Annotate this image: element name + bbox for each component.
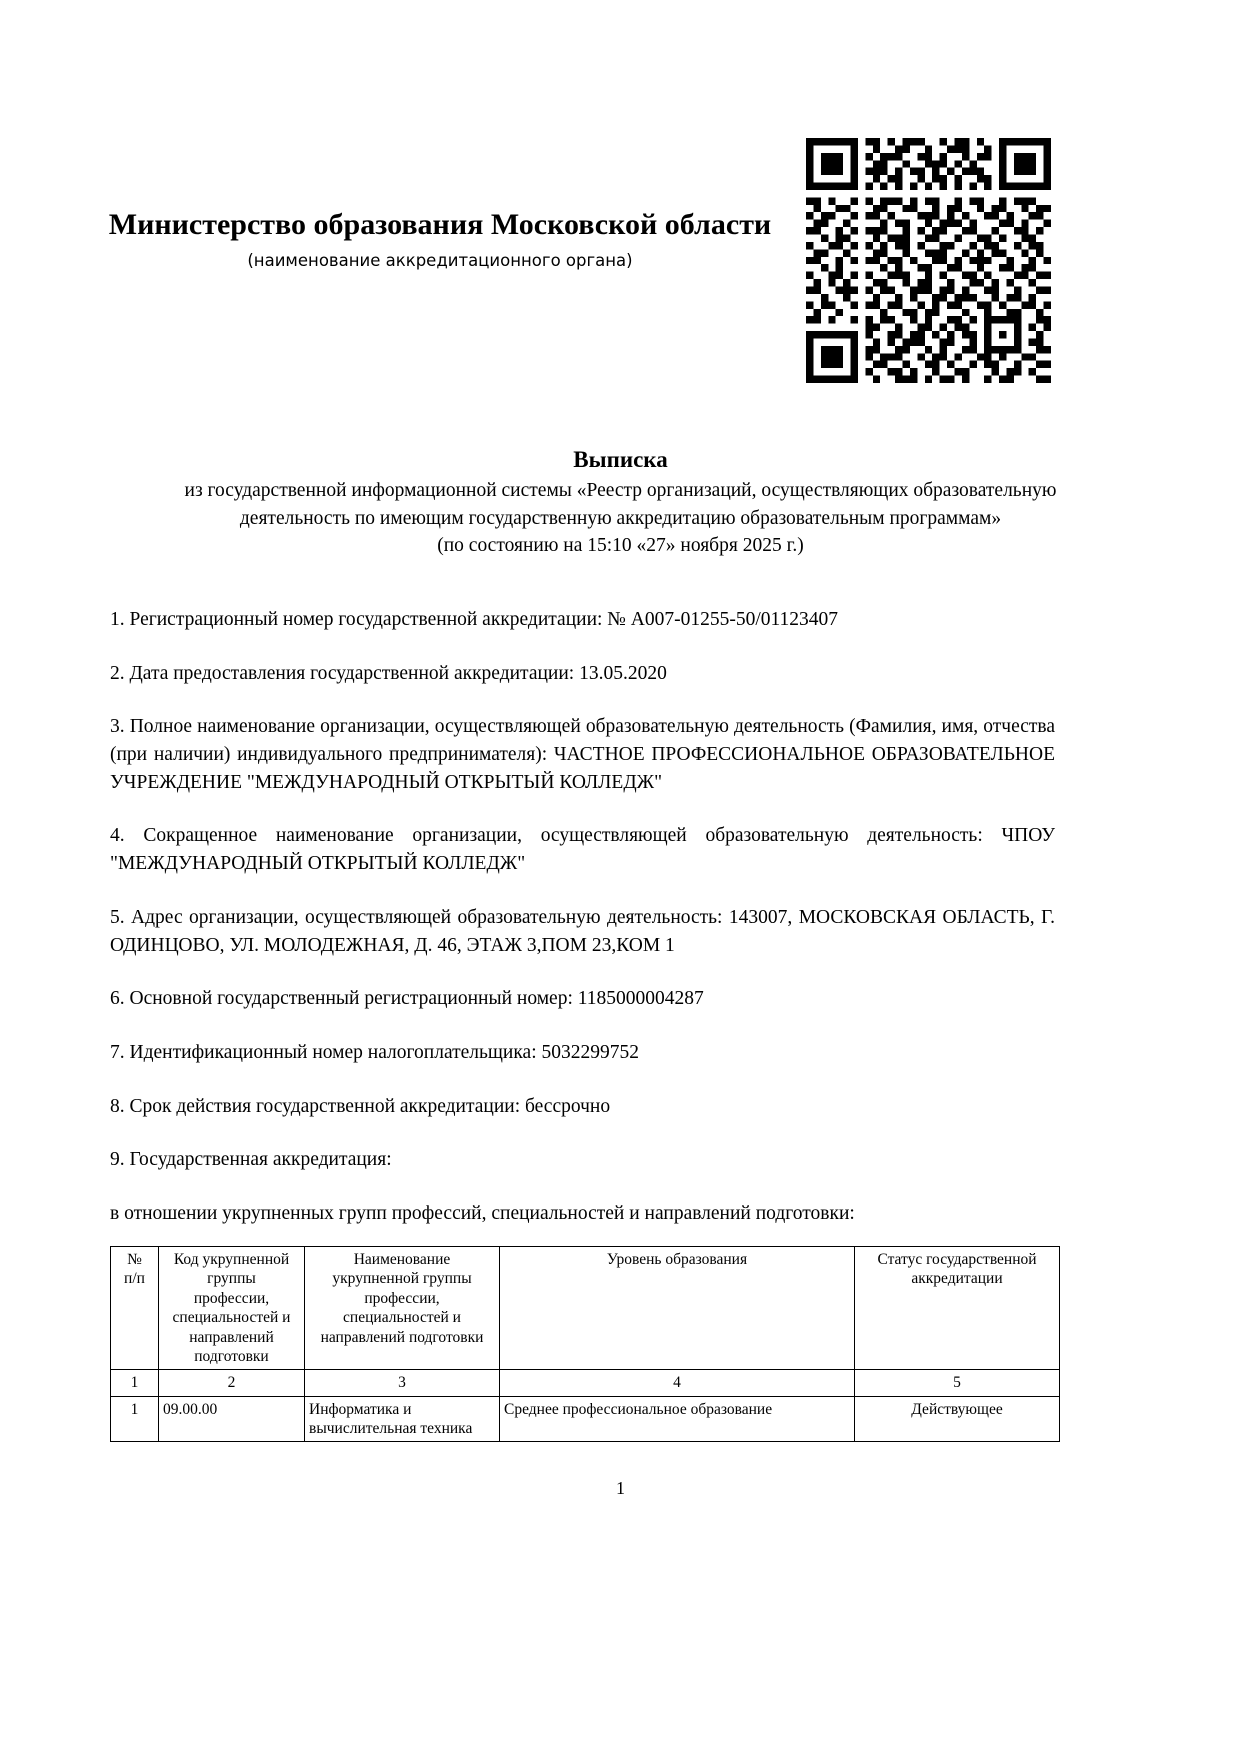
header-line: профессии, xyxy=(193,1289,270,1307)
accreditation-table-wrapper xyxy=(110,1246,1059,1442)
header-line: Статус государственной xyxy=(877,1251,1037,1268)
document-heading-block xyxy=(100,444,1141,560)
item-ogrn: 6. Основной государственный регистрационный номер: 1185000004287 xyxy=(110,988,704,1010)
cell-group-code: 09.00.00 xyxy=(159,1396,305,1442)
column-number: 5 xyxy=(855,1370,1060,1396)
header-line: специальностей и xyxy=(172,1309,291,1327)
header-line: п/п xyxy=(124,1270,145,1288)
header-line: № xyxy=(127,1251,142,1268)
document-subtitle-line-3: (по состоянию на 15:10 «27» ноября 2025 г.) xyxy=(437,535,804,557)
cell-row-number: 1 xyxy=(111,1396,159,1442)
item-accreditation-term: 8. Срок действия государственной аккредитации: бессрочно xyxy=(110,1095,611,1117)
column-number: 3 xyxy=(305,1370,500,1396)
table-header-number xyxy=(111,1247,159,1370)
table-header-status xyxy=(855,1247,1060,1370)
header-line: Наименование xyxy=(353,1251,451,1268)
organization-caption: (наименование аккредитационного органа) xyxy=(247,251,633,270)
document-title: Выписка xyxy=(573,447,668,472)
header-line: подготовки xyxy=(194,1347,269,1365)
column-number: 2 xyxy=(159,1370,305,1396)
item-short-organization-name: 4. Сокращенное наименование организации, осуществляющей образовательную деятельность: ЧПОУ "МЕЖДУНАРОДНЫЙ ОТКРЫТЫЙ КОЛЛЕДЖ" xyxy=(110,825,1055,875)
table-header-group-name xyxy=(305,1247,500,1370)
document-subtitle xyxy=(100,477,1141,560)
header-line: укрупненной группы xyxy=(332,1270,472,1288)
cell-accreditation-status: Действующее xyxy=(855,1396,1060,1442)
item-registration-number: 1. Регистрационный номер государственной аккредитации: № A007-01255-50/01123407 xyxy=(110,609,839,630)
item-groups-intro: в отношении укрупненных групп профессий, специальностей и направлений подготовки: xyxy=(110,1202,855,1224)
accreditation-table xyxy=(110,1246,1060,1442)
header-line: аккредитации xyxy=(911,1270,1003,1288)
header-line: специальностей и xyxy=(343,1309,461,1327)
column-number: 4 xyxy=(500,1370,855,1396)
header-line: профессии, xyxy=(364,1289,440,1307)
header-line: направлений подготовки xyxy=(320,1328,484,1346)
page-title: Министерство образования Московской области xyxy=(108,208,772,241)
header-line: Уровень образования xyxy=(606,1251,748,1268)
item-organization-address: 5. Адрес организации, осуществляющей образовательную деятельность: 143007, МОСКОВСКАЯ ОБЛАСТЬ, Г. ОДИНЦОВО, УЛ. МОЛОДЕЖНАЯ, Д. 46, ЭТАЖ 3,ПОМ 23,КОМ 1 xyxy=(110,906,1055,956)
table-header-code xyxy=(159,1247,305,1370)
document-body xyxy=(110,606,1055,1228)
item-state-accreditation: 9. Государственная аккредитация: xyxy=(110,1149,392,1171)
table-column-number-row xyxy=(111,1370,1060,1396)
document-subtitle-line-2: деятельность по имеющим государственную аккредитацию образовательным программам» xyxy=(239,507,1002,529)
page-number: 1 xyxy=(616,1478,625,1498)
header-line: Код укрупненной xyxy=(173,1251,290,1268)
document-subtitle-line-1: из государственной информационной системы «Реестр организаций, осуществляющих образовательную xyxy=(184,480,1057,502)
item-full-organization-name: 3. Полное наименование организации, осуществляющей образовательную деятельность (Фамилия, имя, отчества (при наличии) индивидуального предпринимателя): ЧАСТНОЕ ПРОФЕССИОНАЛЬНОЕ ОБРАЗОВАТЕЛЬНОЕ УЧРЕЖДЕНИЕ "МЕЖДУНАРОДНЫЙ ОТКРЫТЫЙ КОЛЛЕДЖ" xyxy=(110,716,1055,793)
table-header-row xyxy=(111,1247,1060,1370)
cell-education-level: Среднее профессиональное образование xyxy=(500,1396,855,1442)
item-inn: 7. Идентификационный номер налогоплательщика: 5032299752 xyxy=(110,1041,639,1063)
item-accreditation-date: 2. Дата предоставления государственной аккредитации: 13.05.2020 xyxy=(110,662,667,684)
qr-code-icon xyxy=(806,138,1051,383)
cell-group-name: Информатика и вычислительная техника xyxy=(305,1396,500,1442)
table-header-education-level xyxy=(500,1247,855,1370)
column-number: 1 xyxy=(111,1370,159,1396)
header-line: группы xyxy=(207,1270,256,1288)
header-line: направлений xyxy=(189,1328,274,1346)
table-row xyxy=(111,1396,1060,1442)
